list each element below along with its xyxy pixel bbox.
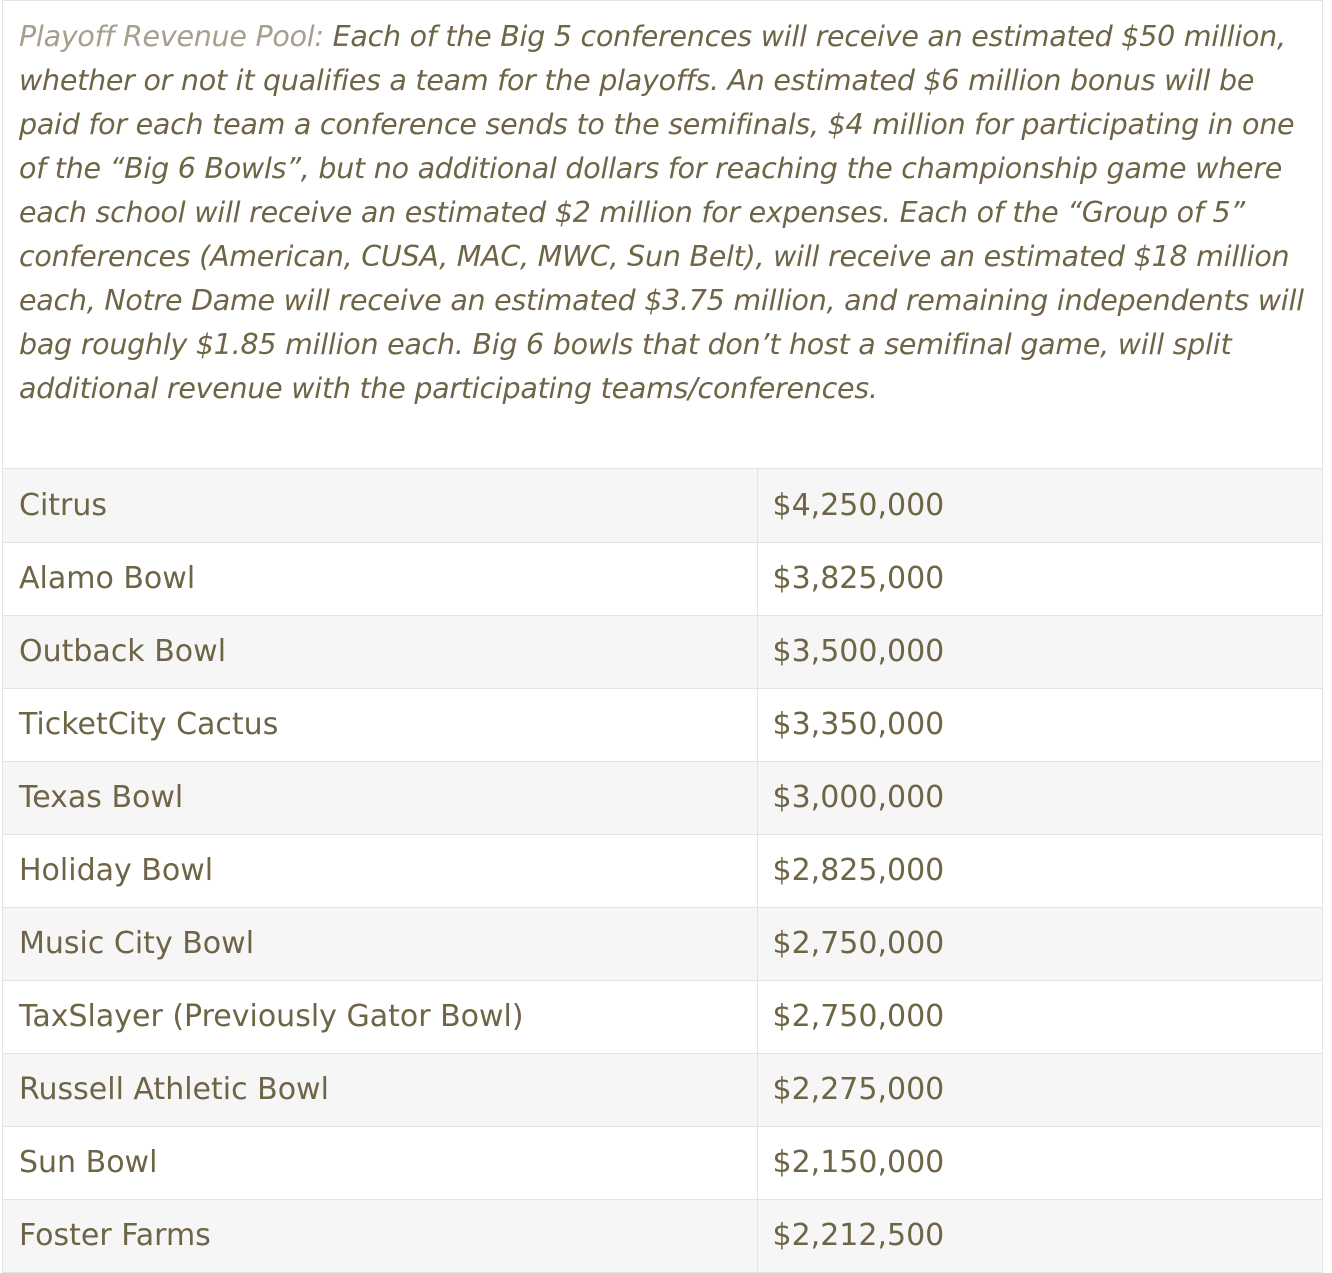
payout-amount: $4,250,000: [757, 469, 1322, 542]
payout-amount: $2,212,500: [757, 1199, 1322, 1272]
payout-amount: $2,825,000: [757, 834, 1322, 907]
table-row: [3, 980, 1322, 1053]
bowl-name: Foster Farms: [3, 1199, 757, 1272]
bowl-name: TaxSlayer (Previously Gator Bowl): [3, 980, 757, 1053]
bowl-name: Music City Bowl: [3, 907, 757, 980]
bowl-name: Citrus: [3, 469, 757, 542]
payout-amount: $3,000,000: [757, 761, 1322, 834]
table-row: [3, 615, 1322, 688]
bowl-payout-table: [3, 469, 1322, 1273]
note-text: Each of the Big 5 conferences will receive an estimated $50 million, whether or not it qualifies a team for the playoffs. An estimated $6 million bonus will be paid for each team a conference sends to the semifinals, $4 million for participating in one of the “Big 6 Bowls”, but no additional dollars for reaching the championship game where each school will receive an estimated $2 million for expenses. Each of the “Group of 5” conferences (American, CUSA, MAC, MWC, Sun Belt), will receive an estimated $18 million each, Notre Dame will receive an estimated $3.75 million, and remaining independents will bag roughly $1.85 million each. Big 6 bowls that don’t host a semifinal game, will split additional revenue with the participating teams/conferences.: [19, 20, 1304, 405]
bowl-name: Sun Bowl: [3, 1126, 757, 1199]
table-row: [3, 834, 1322, 907]
payout-amount: $2,150,000: [757, 1126, 1322, 1199]
payout-amount: $3,350,000: [757, 688, 1322, 761]
table-row: [3, 761, 1322, 834]
revenue-table-frame: [2, 0, 1323, 1273]
payout-amount: $3,500,000: [757, 615, 1322, 688]
table-row: [3, 542, 1322, 615]
table-row: [3, 907, 1322, 980]
bowl-name: Outback Bowl: [3, 615, 757, 688]
bowl-name: Russell Athletic Bowl: [3, 1053, 757, 1126]
note-lead: Playoff Revenue Pool:: [19, 20, 324, 53]
bowl-name: Holiday Bowl: [3, 834, 757, 907]
payout-amount: $2,275,000: [757, 1053, 1322, 1126]
playoff-revenue-note: [3, 1, 1322, 469]
bowl-name: Alamo Bowl: [3, 542, 757, 615]
table-row: [3, 688, 1322, 761]
table-row: [3, 1199, 1322, 1272]
payout-amount: $2,750,000: [757, 907, 1322, 980]
bowl-name: TicketCity Cactus: [3, 688, 757, 761]
bowl-payout-rows: [3, 469, 1322, 1272]
table-row: [3, 1126, 1322, 1199]
bowl-name: Texas Bowl: [3, 761, 757, 834]
table-row: [3, 469, 1322, 542]
payout-amount: $3,825,000: [757, 542, 1322, 615]
payout-amount: $2,750,000: [757, 980, 1322, 1053]
table-row: [3, 1053, 1322, 1126]
